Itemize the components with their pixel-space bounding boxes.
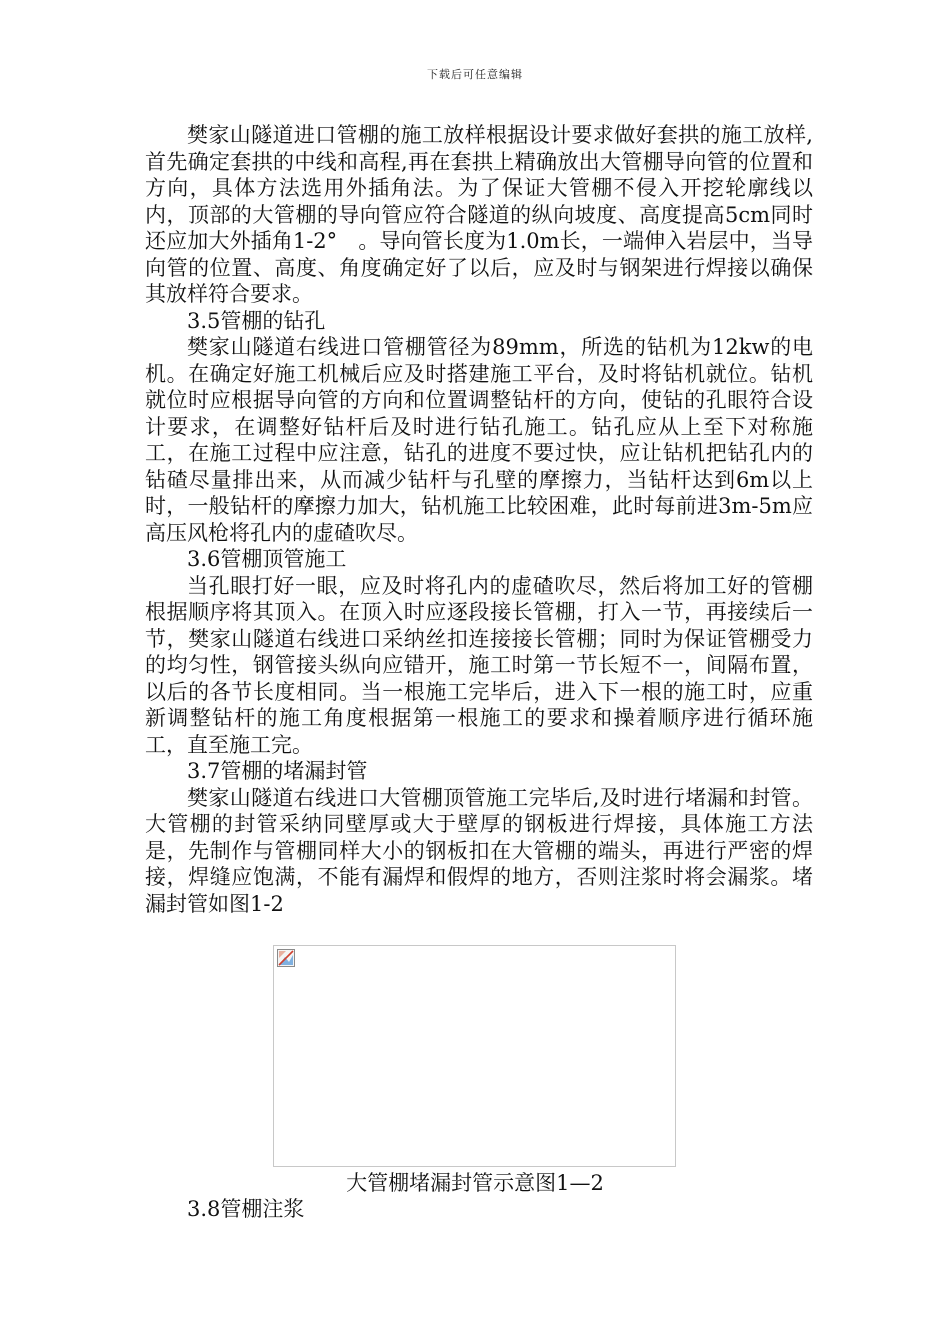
paragraph-drilling: 樊家山隧道右线进口管棚管径为89mm，所选的钻机为12kw的电机。在确定好施工机械后应及时搭建施工平台，及时将钻机就位。钻机就位时应根据导向管的方向和位置调整钻杆的方向，使钻的孔眼符合设计要求，在调整好钻杆后及时进行钻孔施工。钻孔应从上至下对称施工，在施工过程中应注意，钻孔的进度不要过快，应让钻机把钻孔内的钻碴尽量排出来，从而减少钻杆与孔壁的摩擦力，当钻杆达到6m以上时，一般钻杆的摩擦力加大，钻机施工比较困难，此时每前进3m-5m应高压风枪将孔内的虚碴吹尽。 bbox=[145, 335, 813, 545]
header-note: 下载后可任意编辑 bbox=[427, 68, 523, 81]
paragraph-setout: 樊家山隧道进口管棚的施工放样根据设计要求做好套拱的施工放样,首先确定套拱的中线和高程,再在套拱上精确放出大管棚导向管的位置和方向，具体方法选用外插角法。为了保证大管棚不侵入开挖轮廓线以内，顶部的大管棚的导向管应符合隧道的纵向坡度、高度提高5cm同时还应加大外插角1-2° 。导向管长度为1.0m长，一端伸入岩层中，当导向管的位置、高度、角度确定好了以后，应及时与钢架进行焊接以确保其放样符合要求。 bbox=[145, 123, 813, 306]
section-heading-3-7: 3.7管棚的堵漏封管 bbox=[187, 759, 368, 783]
section-heading-3-5: 3.5管棚的钻孔 bbox=[187, 308, 326, 333]
figure-caption: 大管棚堵漏封管示意图1—2 bbox=[346, 1171, 604, 1195]
broken-image-icon bbox=[277, 949, 295, 967]
section-heading-3-8: 3.8管棚注浆 bbox=[187, 1197, 305, 1221]
section-heading-3-6: 3.6管棚顶管施工 bbox=[187, 547, 347, 571]
document-body bbox=[145, 122, 813, 917]
figure-image-placeholder bbox=[273, 945, 676, 1167]
paragraph-pipe-jacking: 当孔眼打好一眼，应及时将孔内的虚碴吹尽，然后将加工好的管棚根据顺序将其顶入。在顶入时应逐段接长管棚，打入一节，再接续后一节，樊家山隧道右线进口采纳丝扣连接接长管棚；同时为保证管棚受力的均匀性，钢管接头纵向应错开，施工时第一节长短不一，间隔布置，以后的各节长度相同。当一根施工完毕后，进入下一根的施工时，应重新调整钻杆的施工角度根据第一根施工的要求和操着顺序进行循环施工，直至施工完。 bbox=[145, 573, 813, 757]
paragraph-sealing: 樊家山隧道右线进口大管棚顶管施工完毕后,及时进行堵漏和封管。大管棚的封管采纳同壁厚或大于壁厚的钢板进行焊接，具体施工方法是，先制作与管棚同样大小的钢板扣在大管棚的端头，再进行严密的焊接，焊缝应饱满，不能有漏焊和假焊的地方，否则注浆时将会漏浆。堵漏封管如图1-2 bbox=[145, 785, 813, 916]
